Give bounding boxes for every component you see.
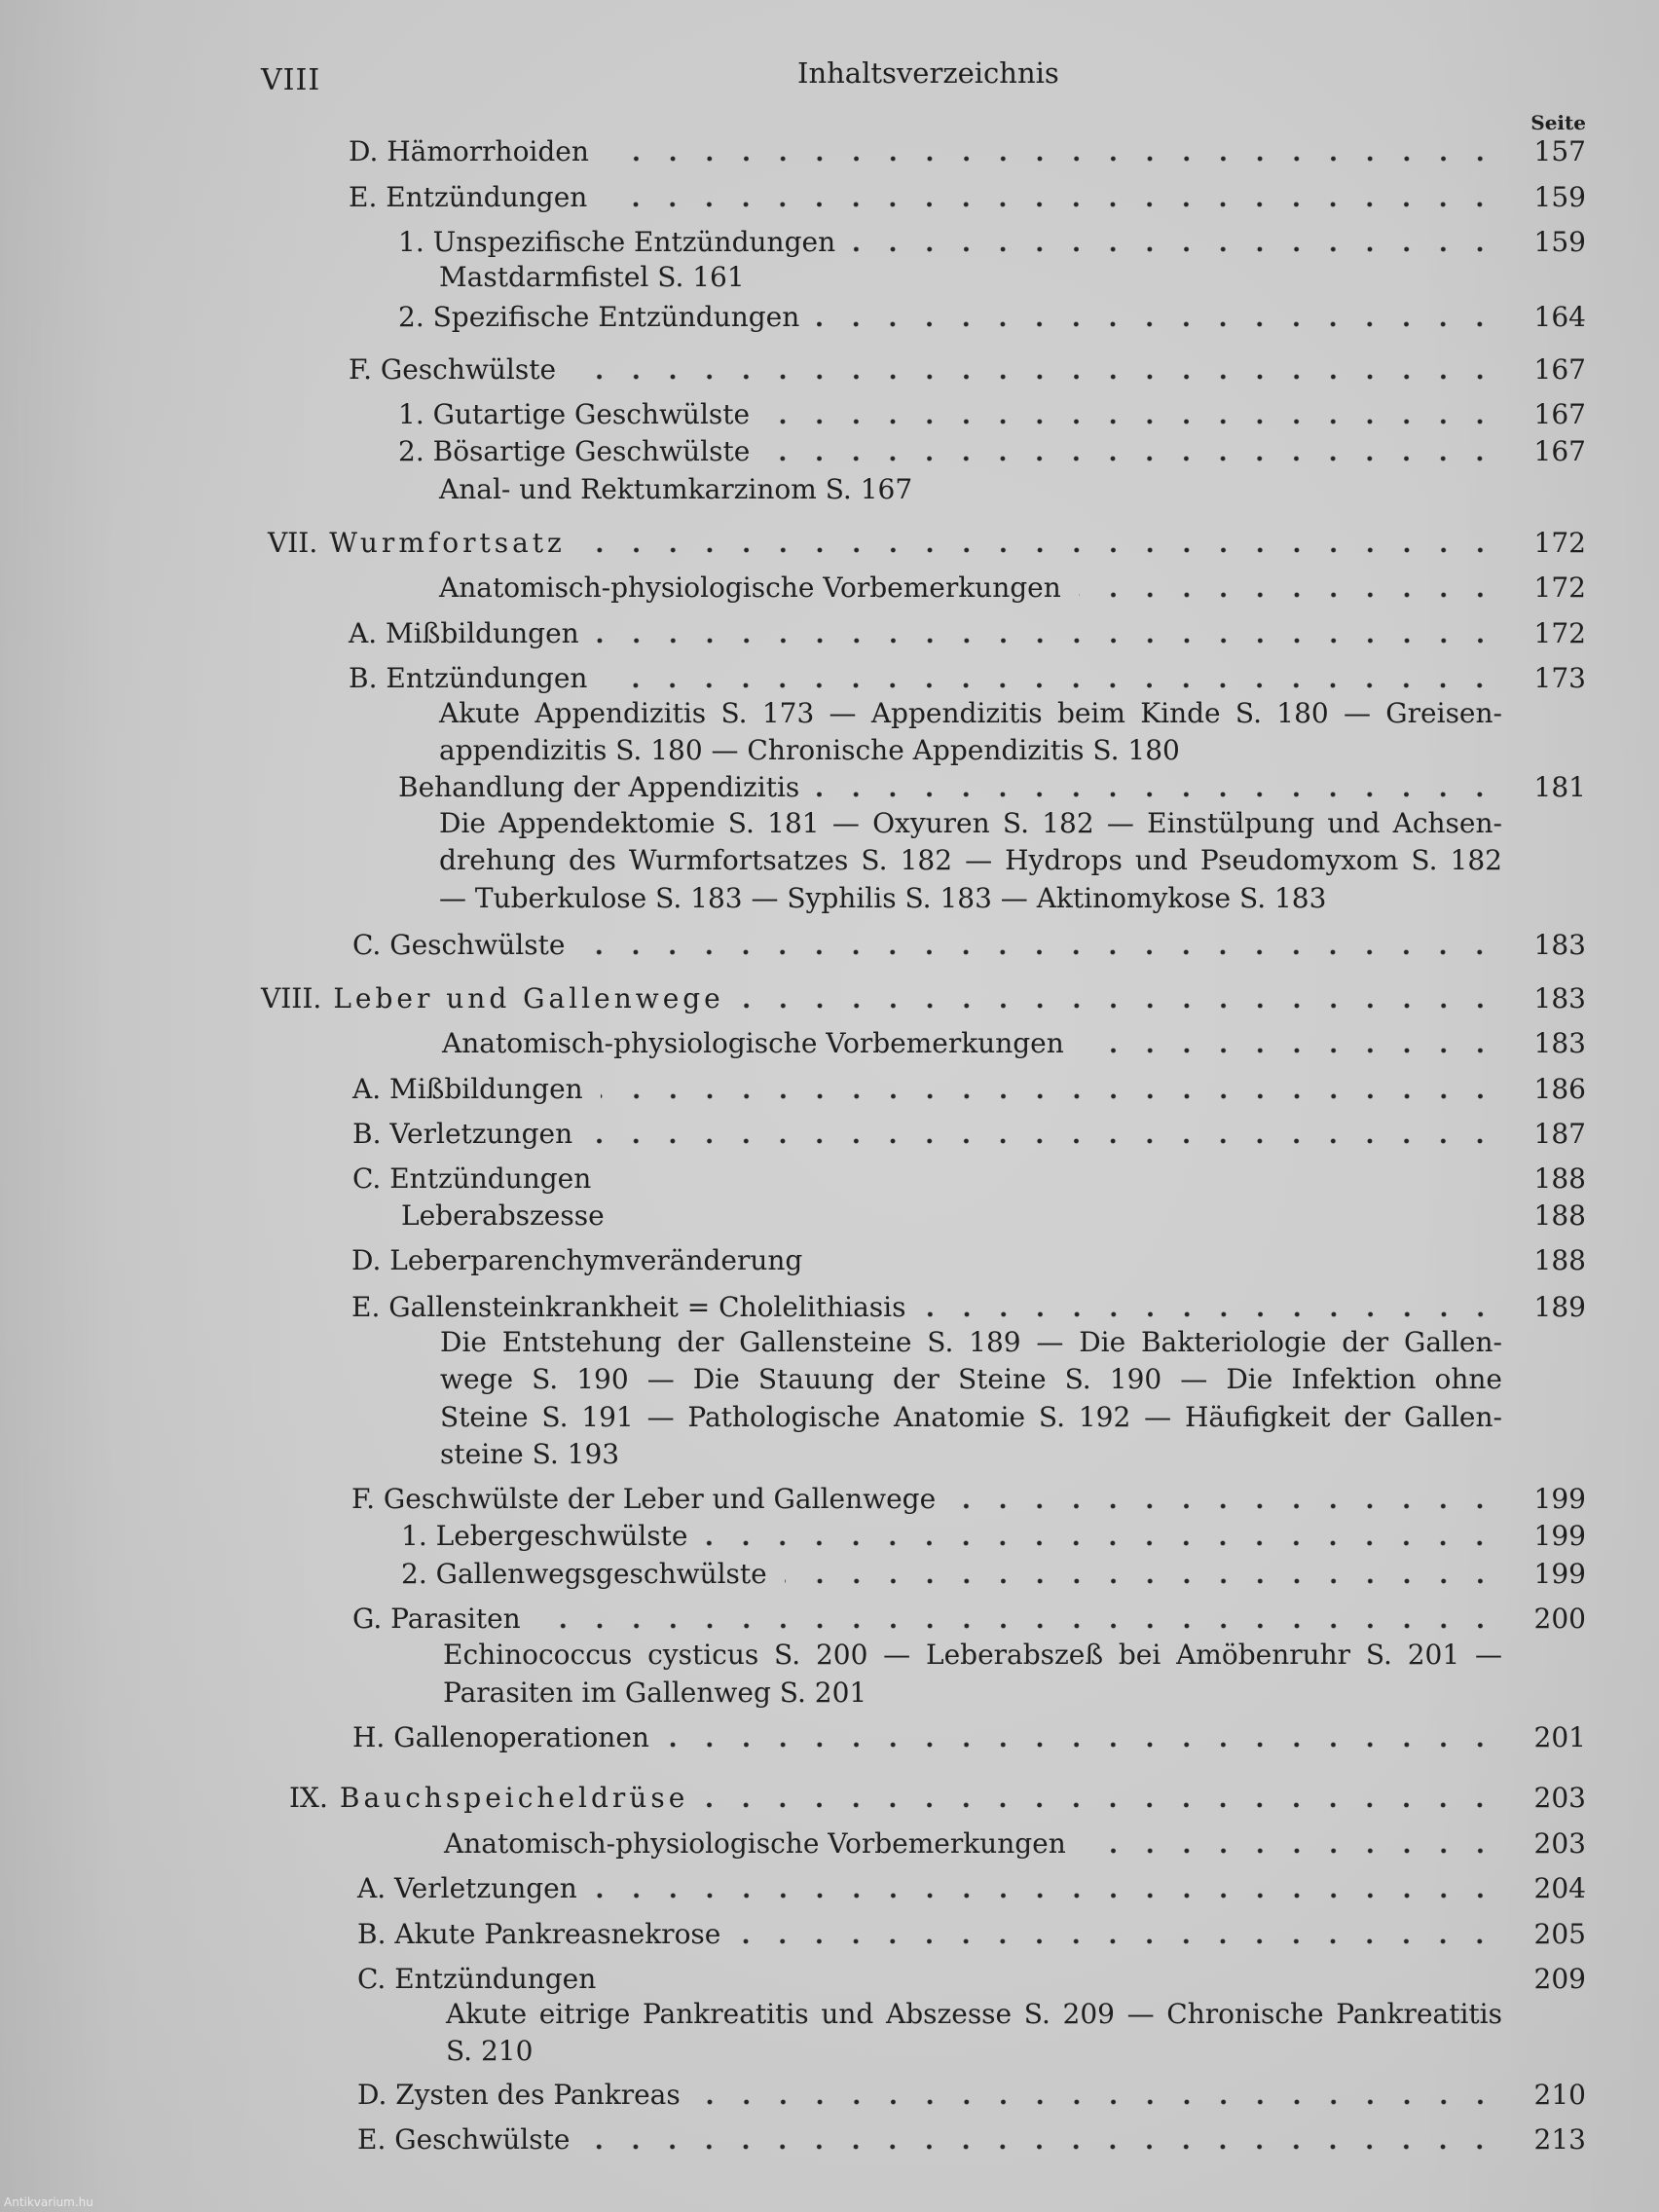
subtopic-line: Akute eitrige Pankreatitis und Abszesse S. 209 — Chronische Pankreatitis: [446, 1998, 1502, 2030]
page-number: 203: [1533, 1782, 1586, 1814]
dot-leader: [738, 1916, 1498, 1953]
page-number: 199: [1533, 1483, 1586, 1515]
dot-leader: [785, 1556, 1498, 1593]
toc-entry: [349, 660, 1586, 697]
subtopic-line: Mastdarmfistel S. 161: [439, 261, 745, 293]
entry-title: G. Parasiten: [352, 1603, 521, 1635]
entry-title: C. Geschwülste: [352, 929, 566, 961]
chapter-heading: [289, 1780, 1586, 1817]
subtopic-line: wege S. 190 — Die Stauung der Steine S. 190 — Die Infektion ohne: [440, 1363, 1502, 1395]
entry-title: B. Akute Pankreasnekrose: [357, 1918, 721, 1950]
page-number: 183: [1533, 1027, 1586, 1059]
chapter-number: VII.: [268, 527, 318, 559]
page-number: 172: [1533, 527, 1586, 559]
dot-leader: [742, 980, 1498, 1017]
dot-leader: [1082, 1025, 1498, 1062]
page-number: 183: [1533, 982, 1586, 1014]
toc-entry: [357, 1916, 1586, 1953]
page-number: 164: [1533, 301, 1586, 333]
page-number: 201: [1533, 1721, 1586, 1753]
toc-entry: [398, 299, 1586, 336]
page-number: 167: [1533, 435, 1586, 467]
entry-title: 2. Spezifische Entzündungen: [398, 301, 800, 333]
leader-gap: [608, 1161, 1498, 1198]
dot-leader: [817, 299, 1498, 336]
dot-leader: [698, 2077, 1498, 2114]
dot-leader: [767, 396, 1498, 433]
subtopic-line: Akute Appendizitis S. 173 — Appendizitis beim Kinde S. 180 — Greisen-: [439, 697, 1502, 729]
toc-entry: [442, 1025, 1586, 1062]
toc-entry: [357, 1870, 1586, 1907]
dot-leader: [583, 525, 1498, 562]
page-number: 167: [1533, 353, 1586, 386]
page-number: 199: [1533, 1558, 1586, 1590]
dot-leader: [705, 1518, 1498, 1555]
dot-leader: [1079, 570, 1498, 607]
page-number: 172: [1533, 571, 1586, 604]
page-number: 189: [1533, 1291, 1586, 1323]
dot-leader: [595, 1870, 1498, 1907]
page-number: 187: [1533, 1118, 1586, 1150]
subtopic-line: steine S. 193: [440, 1438, 620, 1470]
toc-entry: [351, 1481, 1586, 1518]
entry-title: F. Geschwülste: [349, 353, 557, 386]
page-number: 157: [1533, 135, 1586, 167]
dot-leader: [573, 351, 1498, 388]
entry-title: 2. Bösartige Geschwülste: [398, 435, 751, 467]
dot-leader: [605, 660, 1498, 697]
entry-title: B. Entzündungen: [349, 662, 588, 694]
entry-title: B. Verletzungen: [352, 1118, 573, 1150]
dot-leader: [597, 615, 1498, 652]
page-column-label: Seite: [1530, 111, 1586, 134]
page-number: 159: [1533, 181, 1586, 213]
entry-title: Leberabszesse: [401, 1199, 605, 1232]
entry-title: 1. Lebergeschwülste: [401, 1520, 688, 1552]
toc-entry: [357, 1961, 1586, 1998]
toc-entry: [351, 1289, 1586, 1326]
toc-entry: [352, 1719, 1586, 1756]
toc-entry: [349, 351, 1586, 388]
dot-leader: [607, 133, 1498, 170]
toc-entry: [349, 133, 1586, 170]
page-number: 209: [1533, 1963, 1586, 1995]
leader-gap: [622, 1198, 1498, 1235]
page-number: 181: [1533, 771, 1586, 803]
entry-title: E. Gallensteinkrankheit = Cholelithiasis: [351, 1291, 906, 1323]
entry-title: 1. Gutartige Geschwülste: [398, 398, 751, 430]
toc-entry: [349, 179, 1586, 216]
subtopic-line: Steine S. 191 — Pathologische Anatomie S. 192 — Häufigkeit der Gallen-: [440, 1401, 1502, 1433]
toc-entry: [398, 769, 1586, 806]
chapter-number: IX.: [289, 1782, 328, 1814]
toc-entry: [352, 1161, 1586, 1198]
dot-leader: [605, 179, 1498, 216]
subtopic-line: drehung des Wurmfortsatzes S. 182 — Hydrops und Pseudomyxom S. 182: [439, 844, 1502, 876]
chapter-number: VIII.: [261, 982, 322, 1014]
entry-title: H. Gallenoperationen: [352, 1721, 649, 1753]
subtopic-line: Parasiten im Gallenweg S. 201: [443, 1677, 867, 1709]
entry-title: A. Mißbildungen: [349, 617, 579, 649]
toc-entry: [351, 1242, 1586, 1279]
toc-entry: [352, 927, 1586, 964]
toc-entry: [349, 615, 1586, 652]
dot-leader: [706, 1780, 1498, 1817]
page-number: 188: [1533, 1199, 1586, 1232]
toc-entry: [398, 224, 1586, 261]
leader-gap: [613, 1961, 1498, 1998]
toc-entry: [439, 570, 1586, 607]
leader-gap: [820, 1242, 1498, 1279]
subtopic-line: S. 210: [446, 2035, 534, 2067]
entry-title: F. Geschwülste der Leber und Gallenwege: [351, 1483, 937, 1515]
subtopic-line: Die Appendektomie S. 181 — Oxyuren S. 182 — Einstülpung und Achsen-: [439, 807, 1502, 839]
page-number: 172: [1533, 617, 1586, 649]
toc-entry: [352, 1116, 1586, 1153]
entry-title: D. Leberparenchymveränderung: [351, 1244, 803, 1276]
toc-entry: [401, 1556, 1586, 1593]
chapter-heading: [261, 980, 1586, 1017]
toc-entry: [352, 1071, 1586, 1108]
dot-leader: [538, 1601, 1498, 1638]
dot-leader: [817, 769, 1498, 806]
subtopic-line: Echinococcus cysticus S. 200 — Leberabszeß bei Amöbenruhr S. 201 —: [443, 1639, 1502, 1671]
entry-title: A. Mißbildungen: [352, 1073, 583, 1105]
dot-leader: [590, 1116, 1498, 1153]
chapter-title: Bauchspeicheldrüse: [339, 1782, 689, 1814]
dot-leader: [924, 1289, 1499, 1326]
dot-leader: [953, 1481, 1498, 1518]
page-number: 167: [1533, 398, 1586, 430]
dot-leader: [587, 2121, 1498, 2158]
subtopic-line: Die Entstehung der Gallensteine S. 189 — Die Bakteriologie der Gallen-: [440, 1326, 1502, 1358]
page-number: 199: [1533, 1520, 1586, 1552]
toc-entry: [357, 2077, 1586, 2114]
page-number: 200: [1533, 1603, 1586, 1635]
dot-leader: [601, 1071, 1498, 1108]
entry-title: E. Geschwülste: [357, 2123, 571, 2156]
subtopic-line: Anal- und Rektumkarzinom S. 167: [439, 473, 913, 505]
entry-title: D. Hämorrhoiden: [349, 135, 589, 167]
toc-entry: [398, 396, 1586, 433]
page-number: 159: [1533, 226, 1586, 258]
toc-entry: [352, 1601, 1586, 1638]
dot-leader: [853, 224, 1498, 261]
page-number: 188: [1533, 1244, 1586, 1276]
page-number: 203: [1533, 1827, 1586, 1860]
dot-leader: [667, 1719, 1498, 1756]
entry-title: Behandlung der Appendizitis: [398, 771, 800, 803]
dot-leader: [1084, 1825, 1498, 1862]
toc-entry: [401, 1198, 1586, 1235]
page-number: 213: [1533, 2123, 1586, 2156]
entry-title: 1. Unspezifische Entzündungen: [398, 226, 836, 258]
entry-title: Anatomisch-physiologische Vorbemerkungen: [442, 1027, 1064, 1059]
page-number: 188: [1533, 1162, 1586, 1195]
entry-title: E. Entzündungen: [349, 181, 588, 213]
entry-title: C. Entzündungen: [352, 1162, 592, 1195]
toc-entry: [357, 2121, 1586, 2158]
entry-title: Anatomisch-physiologische Vorbemerkungen: [444, 1827, 1066, 1860]
entry-title: D. Zysten des Pankreas: [357, 2079, 681, 2111]
page-number: 186: [1533, 1073, 1586, 1105]
watermark: Antikvarium.hu: [4, 2195, 93, 2209]
page-number: 210: [1533, 2079, 1586, 2111]
toc-entry: [444, 1825, 1586, 1862]
chapter-title: Wurmfortsatz: [329, 527, 566, 559]
entry-title: 2. Gallenwegsgeschwülste: [401, 1558, 767, 1590]
page-number: 173: [1533, 662, 1586, 694]
toc-entry: [398, 433, 1586, 470]
entry-title: C. Entzündungen: [357, 1963, 597, 1995]
page-number-roman: VIII: [261, 63, 321, 97]
toc-entry: [401, 1518, 1586, 1555]
subtopic-line: appendizitis S. 180 — Chronische Appendizitis S. 180: [439, 734, 1180, 766]
page-number: 205: [1533, 1918, 1586, 1950]
dot-leader: [582, 927, 1498, 964]
subtopic-line: — Tuberkulose S. 183 — Syphilis S. 183 — Aktinomykose S. 183: [439, 882, 1327, 914]
entry-title: A. Verletzungen: [357, 1872, 577, 1904]
chapter-heading: [268, 525, 1586, 562]
page-number: 204: [1533, 1872, 1586, 1904]
entry-title: Anatomisch-physiologische Vorbemerkungen: [439, 571, 1061, 604]
chapter-title: Leber und Gallenwege: [333, 982, 724, 1014]
running-head-title: Inhaltsverzeichnis: [797, 56, 1059, 90]
page-number: 183: [1533, 929, 1586, 961]
dot-leader: [767, 433, 1498, 470]
